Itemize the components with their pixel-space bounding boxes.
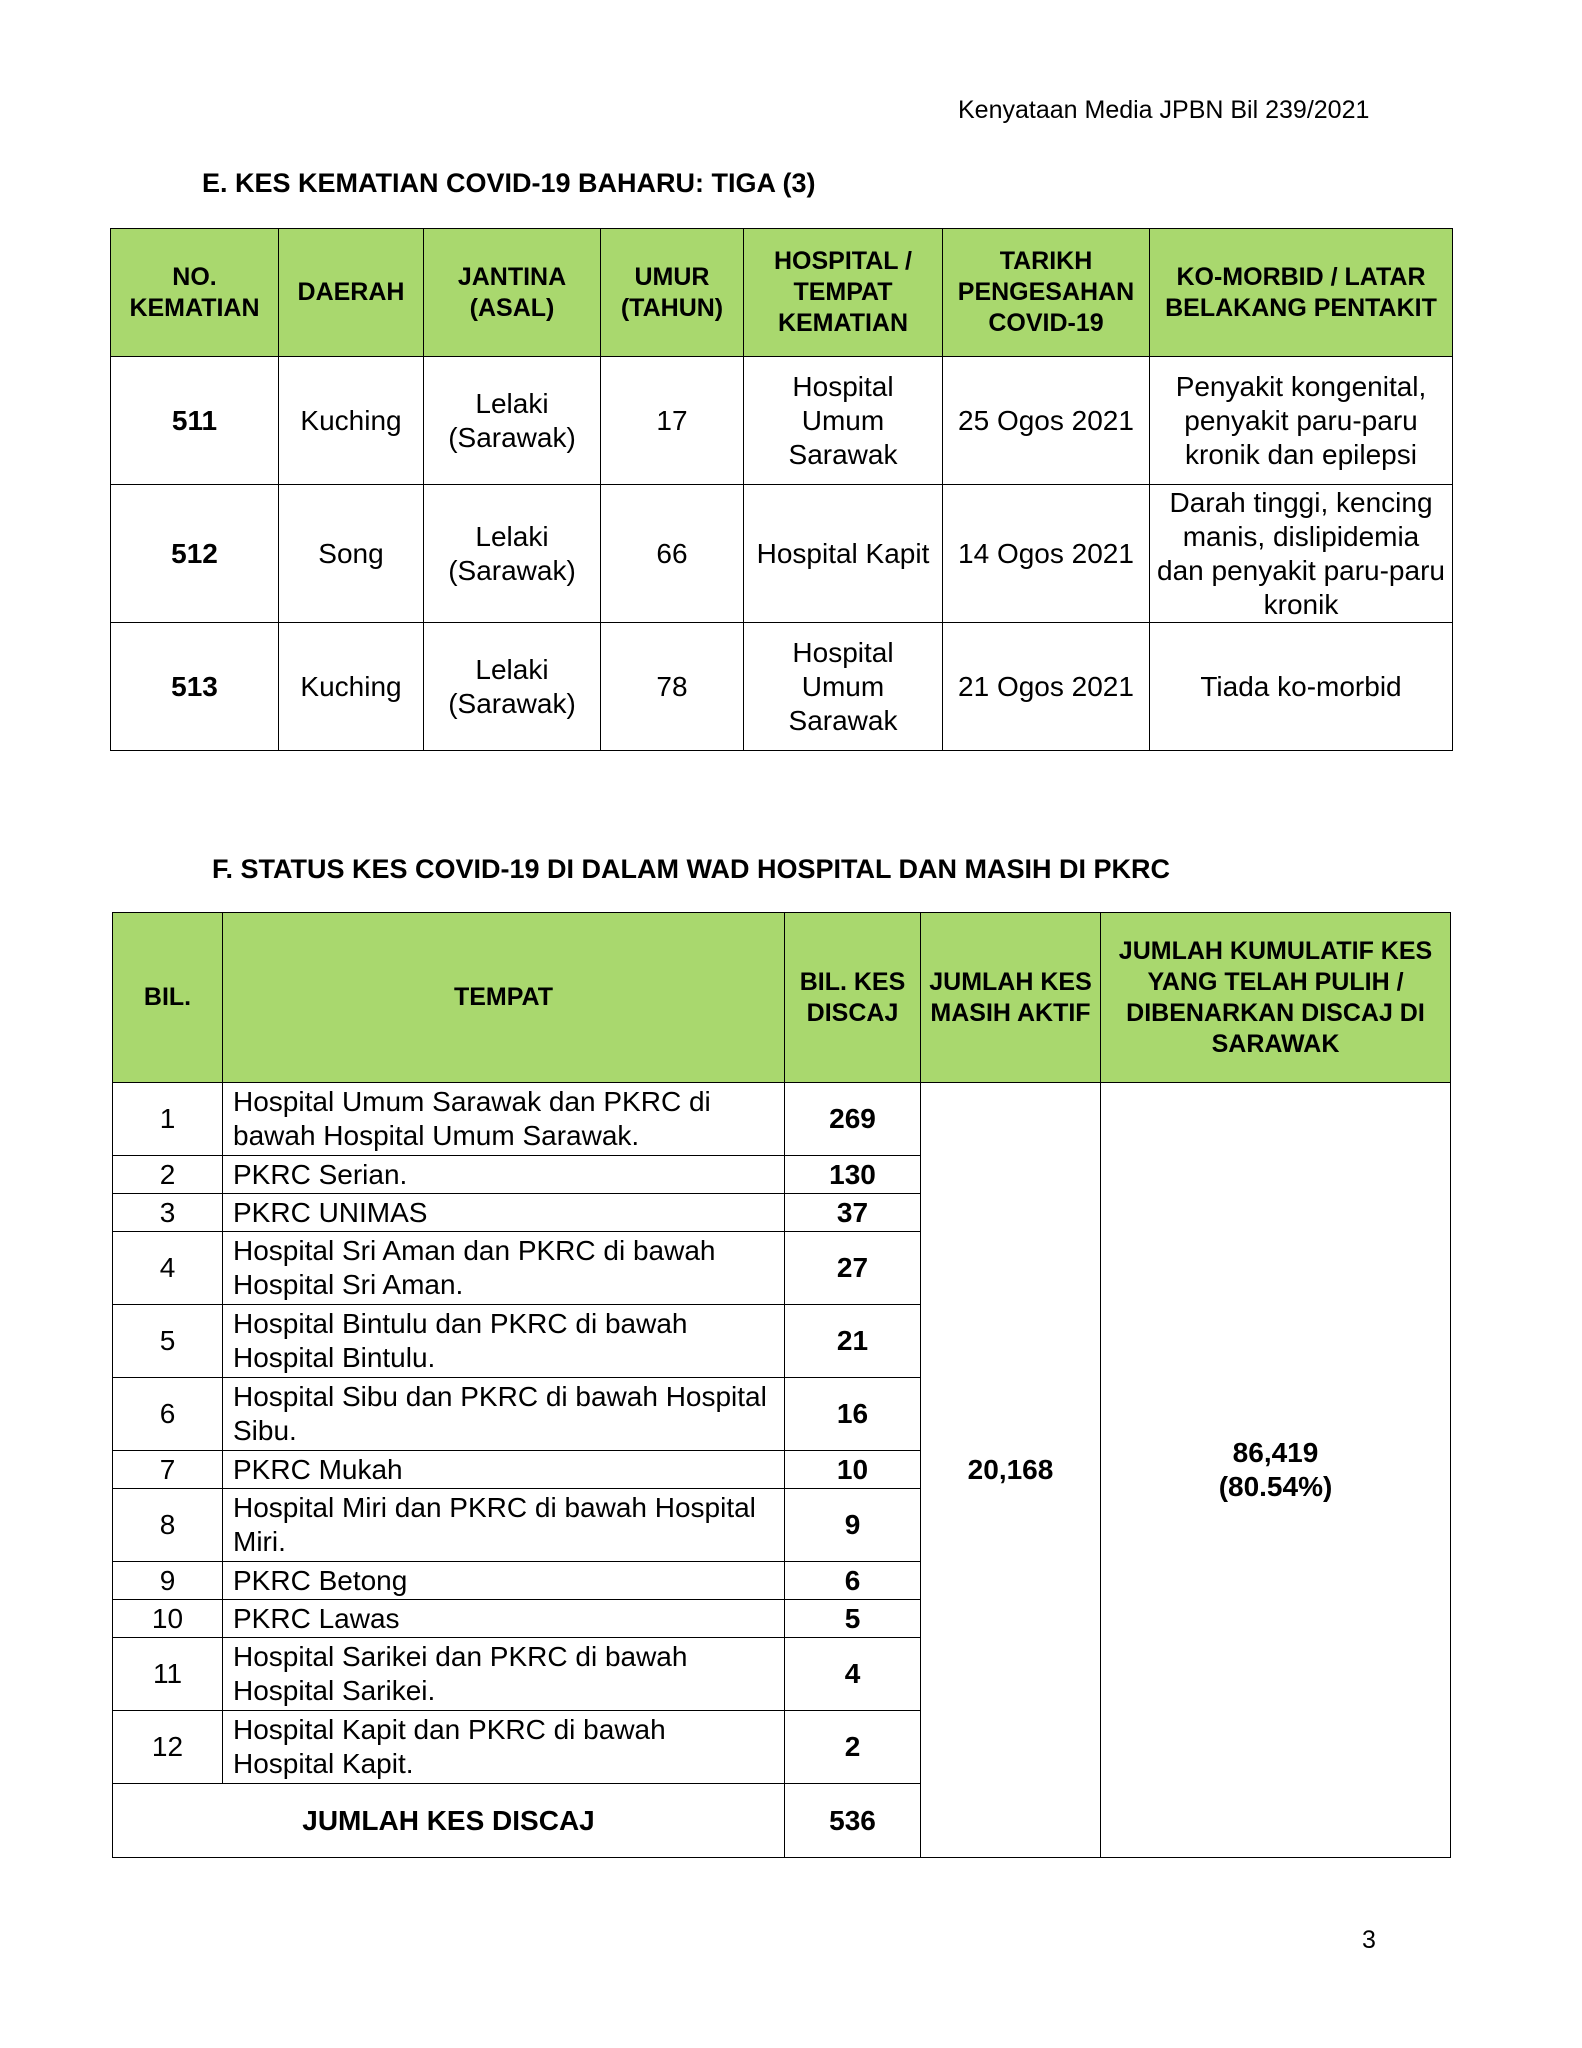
header-no-kematian: NO. KEMATIAN <box>111 229 279 357</box>
discharged-count: 5 <box>785 1600 921 1638</box>
gender-origin: Lelaki (Sarawak) <box>424 623 601 751</box>
header-kumulatif: JUMLAH KUMULATIF KES YANG TELAH PULIH / DIBENARKAN DISCAJ DI SARAWAK <box>1101 913 1451 1083</box>
table-row <box>111 357 1453 485</box>
row-number: 9 <box>113 1562 223 1600</box>
facility-name: Hospital Kapit dan PKRC di bawah Hospital Kapit. <box>223 1711 785 1784</box>
comorbidity: Penyakit kongenital, penyakit paru-paru kronik dan epilepsi <box>1150 357 1453 485</box>
total-discharged: 536 <box>785 1784 921 1858</box>
discharged-count: 269 <box>785 1083 921 1156</box>
death-number: 512 <box>111 485 279 623</box>
row-number: 12 <box>113 1711 223 1784</box>
page-number: 3 <box>1362 1926 1376 1954</box>
cumulative-recovered-value: 86,419 <box>1232 1437 1319 1468</box>
district: Kuching <box>279 623 424 751</box>
header-kes-discaj: BIL. KES DISCAJ <box>785 913 921 1083</box>
district: Song <box>279 485 424 623</box>
discharged-count: 21 <box>785 1305 921 1378</box>
discharged-count: 16 <box>785 1378 921 1451</box>
comorbidity: Tiada ko-morbid <box>1150 623 1453 751</box>
district: Kuching <box>279 357 424 485</box>
row-number: 4 <box>113 1232 223 1305</box>
header-kes-aktif: JUMLAH KES MASIH AKTIF <box>921 913 1101 1083</box>
death-cases-table <box>110 228 1453 751</box>
row-number: 7 <box>113 1451 223 1489</box>
header-hospital: HOSPITAL / TEMPAT KEMATIAN <box>744 229 943 357</box>
active-cases-total: 20,168 <box>921 1083 1101 1858</box>
comorbidity: Darah tinggi, kencing manis, dislipidemia dan penyakit paru-paru kronik <box>1150 485 1453 623</box>
header-tarikh: TARIKH PENGESAHAN COVID-19 <box>943 229 1150 357</box>
table-row <box>111 485 1453 623</box>
row-number: 10 <box>113 1600 223 1638</box>
facility-name: PKRC Mukah <box>223 1451 785 1489</box>
place-of-death: Hospital Umum Sarawak <box>744 357 943 485</box>
death-number: 513 <box>111 623 279 751</box>
facility-name: Hospital Umum Sarawak dan PKRC di bawah Hospital Umum Sarawak. <box>223 1083 785 1156</box>
death-number: 511 <box>111 357 279 485</box>
row-number: 11 <box>113 1638 223 1711</box>
ward-status-table <box>112 912 1451 1858</box>
total-label: JUMLAH KES DISCAJ <box>113 1784 785 1858</box>
confirmation-date: 25 Ogos 2021 <box>943 357 1150 485</box>
discharged-count: 4 <box>785 1638 921 1711</box>
table-row <box>113 1083 1451 1156</box>
section-e-title: E. KES KEMATIAN COVID-19 BAHARU: TIGA (3) <box>202 168 816 198</box>
confirmation-date: 21 Ogos 2021 <box>943 623 1150 751</box>
facility-name: Hospital Bintulu dan PKRC di bawah Hospital Bintulu. <box>223 1305 785 1378</box>
header-jantina: JANTINA (ASAL) <box>424 229 601 357</box>
facility-name: Hospital Miri dan PKRC di bawah Hospital Miri. <box>223 1489 785 1562</box>
discharged-count: 2 <box>785 1711 921 1784</box>
row-number: 3 <box>113 1194 223 1232</box>
header-tempat: TEMPAT <box>223 913 785 1083</box>
section-f-title: F. STATUS KES COVID-19 DI DALAM WAD HOSPITAL DAN MASIH DI PKRC <box>212 854 1171 884</box>
age: 78 <box>601 623 744 751</box>
discharged-count: 10 <box>785 1451 921 1489</box>
row-number: 6 <box>113 1378 223 1451</box>
facility-name: PKRC Betong <box>223 1562 785 1600</box>
header-daerah: DAERAH <box>279 229 424 357</box>
row-number: 2 <box>113 1156 223 1194</box>
age: 66 <box>601 485 744 623</box>
header-umur: UMUR (TAHUN) <box>601 229 744 357</box>
row-number: 1 <box>113 1083 223 1156</box>
facility-name: Hospital Sri Aman dan PKRC di bawah Hospital Sri Aman. <box>223 1232 785 1305</box>
row-number: 8 <box>113 1489 223 1562</box>
table-header-row <box>113 913 1451 1083</box>
facility-name: PKRC Serian. <box>223 1156 785 1194</box>
facility-name: PKRC UNIMAS <box>223 1194 785 1232</box>
row-number: 5 <box>113 1305 223 1378</box>
discharged-count: 27 <box>785 1232 921 1305</box>
cumulative-recovered-cell <box>1101 1083 1451 1858</box>
facility-name: Hospital Sarikei dan PKRC di bawah Hospital Sarikei. <box>223 1638 785 1711</box>
table-header-row <box>111 229 1453 357</box>
discharged-count: 130 <box>785 1156 921 1194</box>
discharged-count: 9 <box>785 1489 921 1562</box>
gender-origin: Lelaki (Sarawak) <box>424 357 601 485</box>
table-row <box>111 623 1453 751</box>
facility-name: Hospital Sibu dan PKRC di bawah Hospital Sibu. <box>223 1378 785 1451</box>
gender-origin: Lelaki (Sarawak) <box>424 485 601 623</box>
header-bil: BIL. <box>113 913 223 1083</box>
facility-name: PKRC Lawas <box>223 1600 785 1638</box>
place-of-death: Hospital Umum Sarawak <box>744 623 943 751</box>
header-komorbid: KO-MORBID / LATAR BELAKANG PENTAKIT <box>1150 229 1453 357</box>
media-statement-ref: Kenyataan Media JPBN Bil 239/2021 <box>958 96 1370 124</box>
confirmation-date: 14 Ogos 2021 <box>943 485 1150 623</box>
place-of-death: Hospital Kapit <box>744 485 943 623</box>
cumulative-recovered-percent: (80.54%) <box>1218 1471 1333 1502</box>
discharged-count: 6 <box>785 1562 921 1600</box>
discharged-count: 37 <box>785 1194 921 1232</box>
age: 17 <box>601 357 744 485</box>
